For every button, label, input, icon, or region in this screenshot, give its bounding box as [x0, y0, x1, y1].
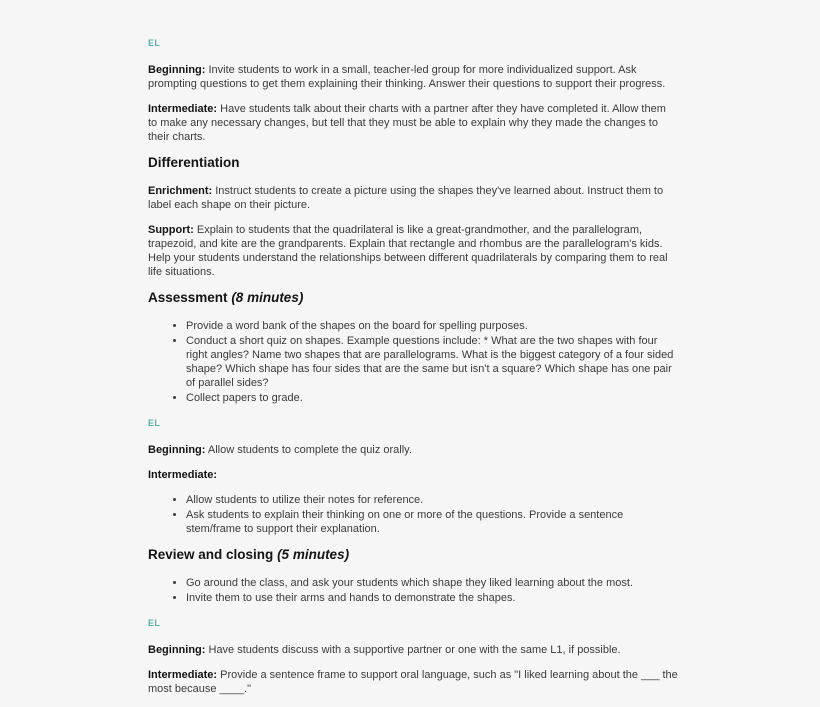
- paragraph-enrichment: [148, 184, 678, 212]
- differentiation-heading: Differentiation: [148, 155, 240, 170]
- review-bullet-list: [148, 576, 678, 605]
- beginning-text: Allow students to complete the quiz orally.: [207, 444, 412, 456]
- intermediate-text: Have students talk about their charts with a partner after they have completed it. Allow them to make any necessary changes, but tell that they must be able to explain why they made the changes to their charts.: [148, 103, 666, 143]
- beginning-text: Have students discuss with a supportive partner or one with the same L1, if possible.: [208, 644, 621, 656]
- support-text: Explain to students that the quadrilateral is like a great-grandmother, and the parallelogram, trapezoid, and kite are the grandparents. Explain that rectangle and rhombus are the parallelogram's kids. Help your students understand the relationships between different quadrilaterals by comparing them to real life situations.: [148, 224, 668, 278]
- beginning-label: Beginning:: [148, 644, 206, 656]
- intermediate-bullet-list: [148, 493, 678, 536]
- review-heading: [148, 547, 678, 563]
- intermediate-label: Intermediate:: [148, 669, 218, 681]
- list-item: • Provide a word bank of the shapes on the board for spelling purposes.: [186, 319, 678, 333]
- intermediate-text: Provide a sentence frame to support oral language, such as "I liked learning about the ___ the most because ____.": [148, 669, 678, 695]
- assessment-heading: [148, 290, 678, 306]
- enrichment-text: Instruct students to create a picture using the shapes they've learned about. Instruct them to label each shape on their picture.: [148, 185, 664, 211]
- enrichment-label: Enrichment:: [148, 185, 213, 197]
- assessment-bullet-list: [148, 319, 678, 405]
- list-item: • Collect papers to grade.: [186, 391, 678, 405]
- intermediate-label-assessment: Intermediate:: [148, 469, 218, 481]
- review-heading-text: Review and closing: [148, 547, 274, 562]
- beginning-text: Invite students to work in a small, teacher-led group for more individualized support. Ask prompting questions to get them explaining their thinking. Answer their questions to support their progress.: [148, 64, 666, 90]
- list-item: • Allow students to utilize their notes for reference.: [186, 493, 678, 507]
- paragraph-beginning-intro: [148, 63, 678, 91]
- paragraph-intermediate-review: [148, 668, 678, 696]
- list-item: • Conduct a short quiz on shapes. Example questions include: * What are the two shapes with four right angles? Name two shapes that are parallelograms. What is the biggest category of a four sided shape? Which shape has four sides that are the same but isn't a square? Which shape has one pair of parallel sides?: [186, 334, 678, 390]
- list-item: • Go around the class, and ask your students which shape they liked learning about the most.: [186, 576, 678, 590]
- list-item: • Ask students to explain their thinking on one or more of the questions. Provide a sentence stem/frame to support their explanation.: [186, 508, 678, 536]
- lesson-plan-document: [148, 36, 678, 707]
- beginning-label: Beginning:: [148, 444, 206, 456]
- review-duration: (5 minutes): [277, 547, 350, 562]
- assessment-duration: (8 minutes): [231, 290, 304, 305]
- assessment-heading-text: Assessment: [148, 290, 228, 305]
- el-badge: EL: [148, 618, 161, 628]
- intermediate-label: Intermediate:: [148, 103, 218, 115]
- beginning-label: Beginning:: [148, 64, 206, 76]
- list-item: • Invite them to use their arms and hands to demonstrate the shapes.: [186, 591, 678, 605]
- paragraph-beginning-assessment: [148, 443, 678, 457]
- paragraph-beginning-review: [148, 643, 678, 657]
- paragraph-intermediate-intro: [148, 102, 678, 144]
- el-badge: EL: [148, 418, 161, 428]
- support-label: Support:: [148, 224, 194, 236]
- el-badge: EL: [148, 38, 161, 48]
- paragraph-support: [148, 223, 678, 279]
